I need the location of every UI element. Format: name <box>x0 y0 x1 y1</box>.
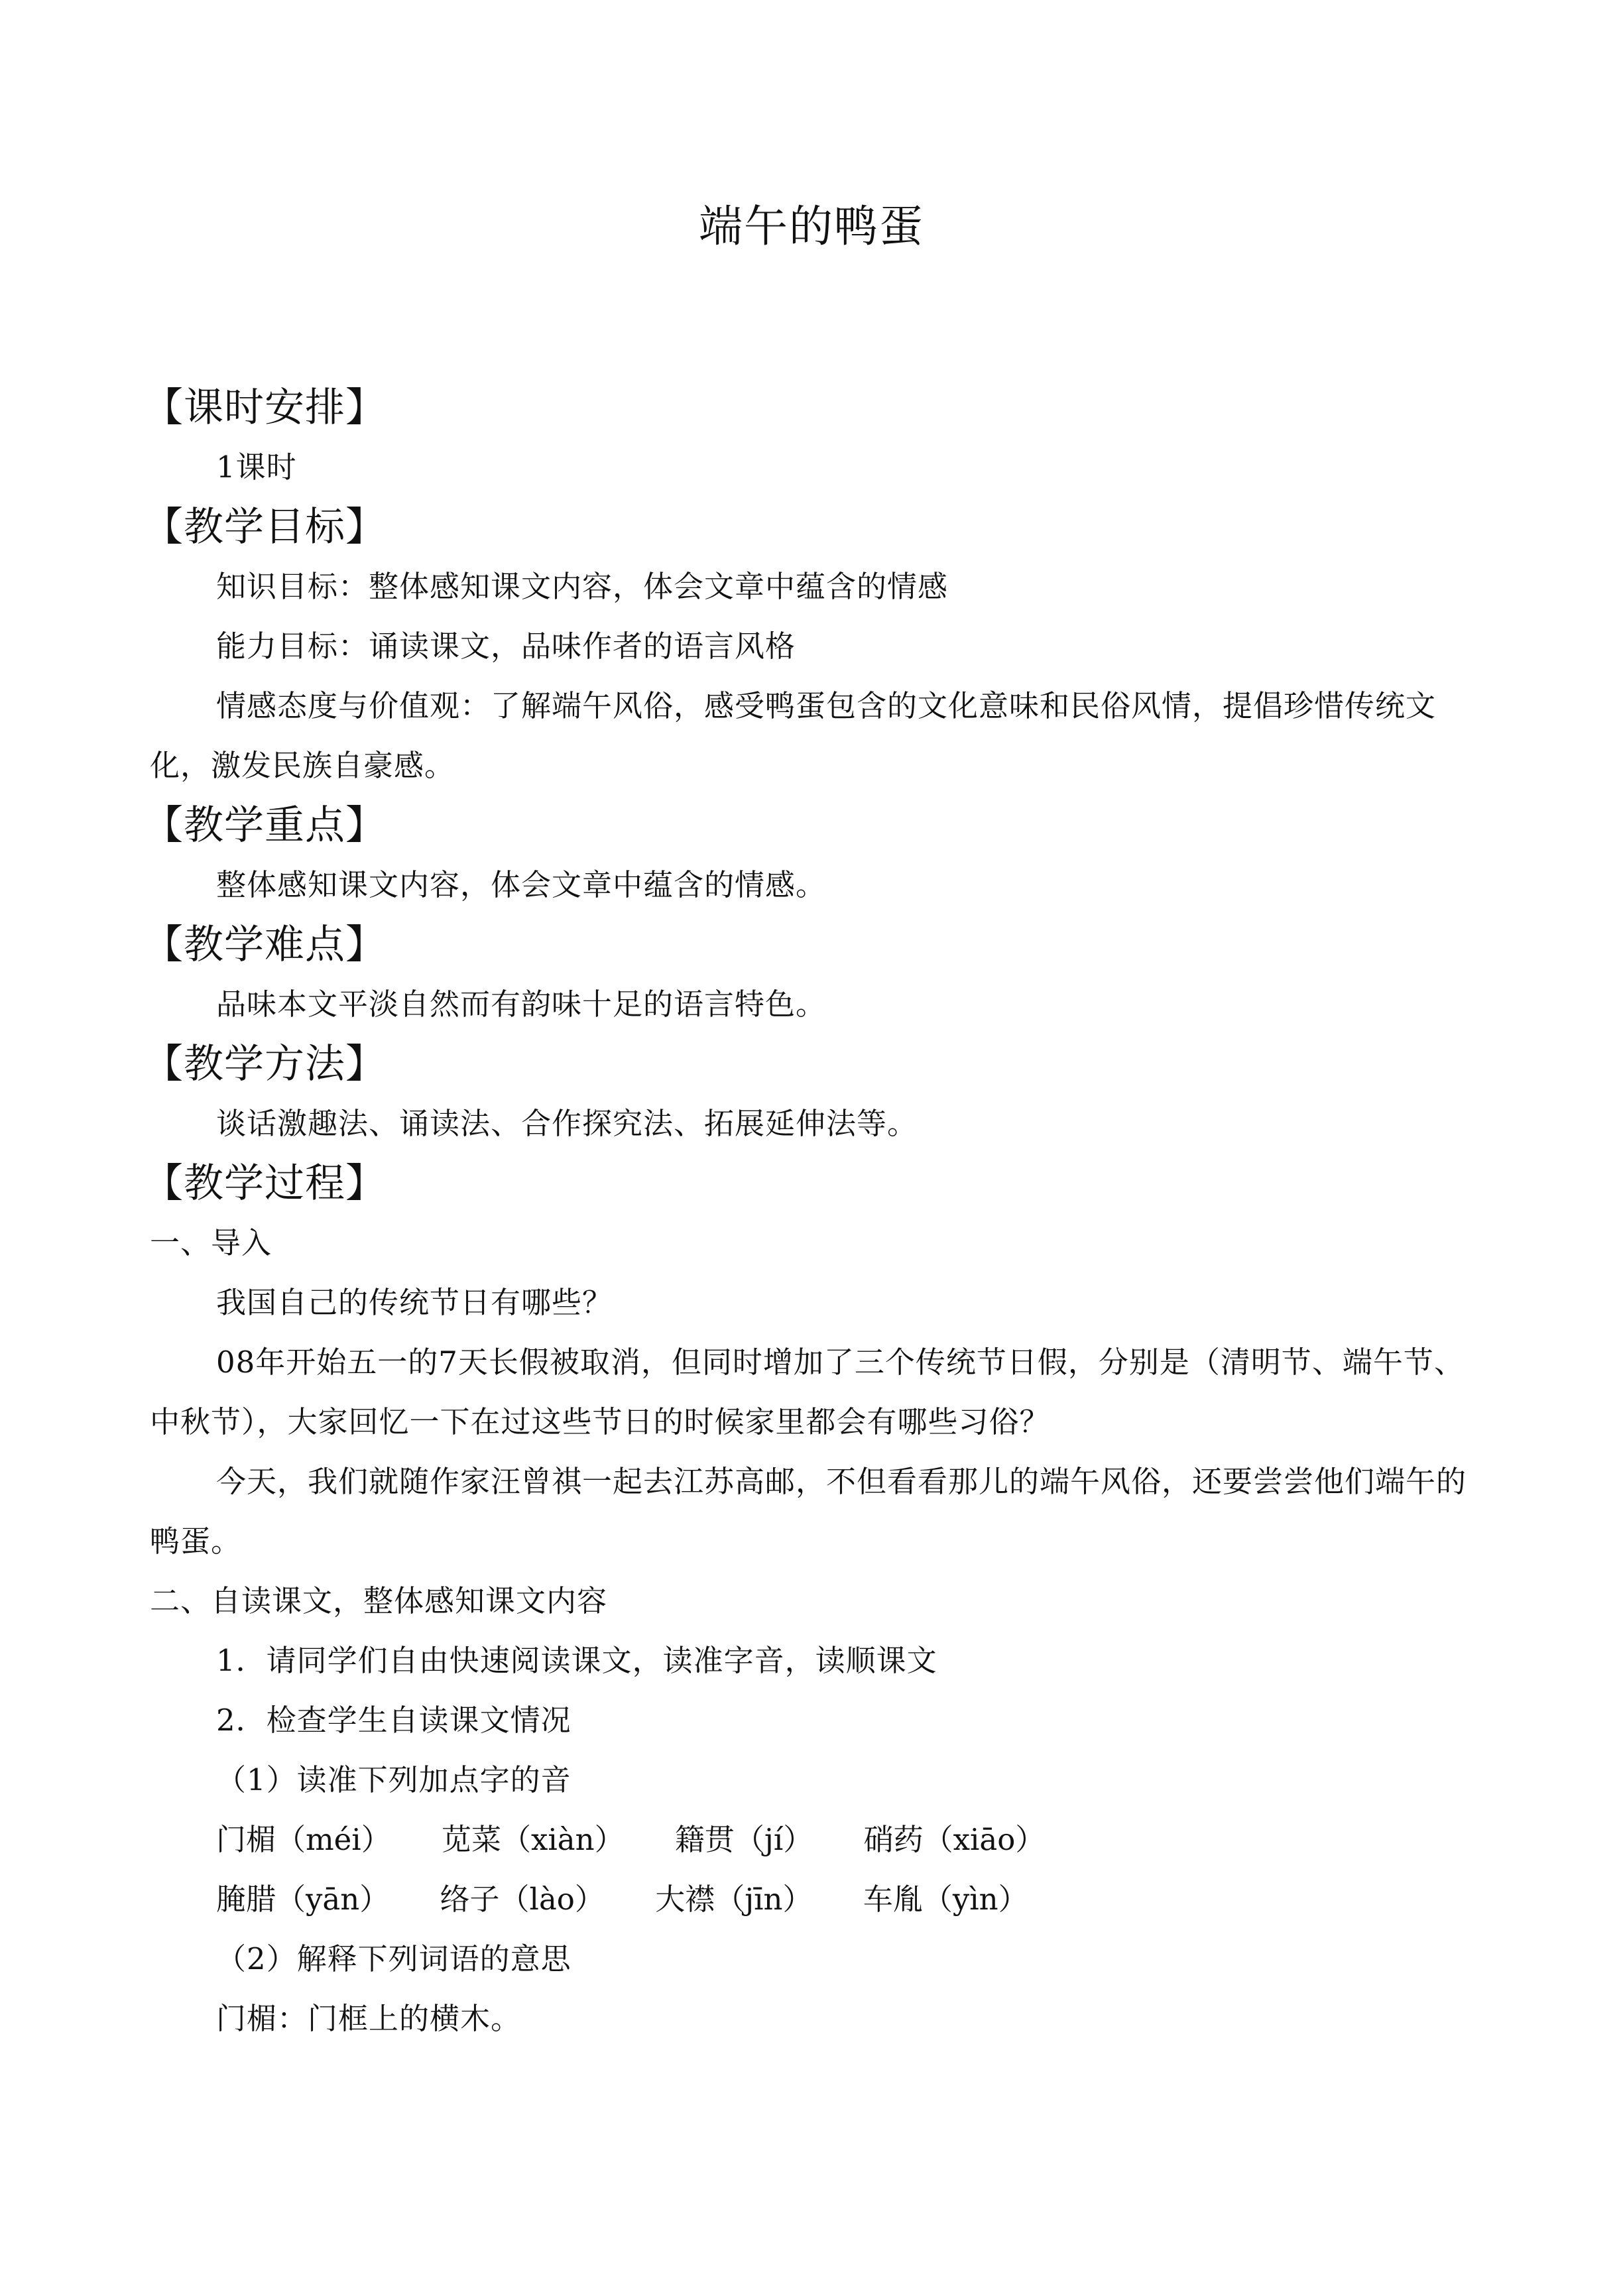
section-heading-schedule: 【课时安排】 <box>143 385 386 431</box>
intro-paragraph-1: 08年开始五一的7天长假被取消，但同时增加了三个传统节日假，分别是（清明节、端午节、中秋节），大家回忆一下在过这些节日的时候家里都会有哪些习俗？ <box>150 1345 1465 1439</box>
section-heading-difficulties: 【教学难点】 <box>143 922 386 968</box>
step-2: 2．检查学生自读课文情况 <box>216 1703 571 1738</box>
section-heading-methods: 【教学方法】 <box>143 1041 386 1087</box>
keypoints-text: 整体感知课文内容，体会文章中蕴含的情感。 <box>216 867 827 902</box>
section-heading-objectives: 【教学目标】 <box>143 504 386 550</box>
document-body <box>143 378 1482 2049</box>
pinyin-row-1 <box>150 1810 1482 1870</box>
section-heading-keypoints: 【教学重点】 <box>143 802 386 849</box>
intro-question: 我国自己的传统节日有哪些？ <box>216 1285 613 1320</box>
objective-knowledge: 知识目标：整体感知课文内容，体会文章中蕴含的情感 <box>216 569 949 604</box>
sub-step-1: （1）读准下列加点字的音 <box>216 1762 571 1797</box>
pinyin-item: 络子（lào） <box>440 1882 605 1917</box>
definition-1: 门楣：门框上的横木。 <box>216 2001 522 2036</box>
pinyin-item: 硝药（xiāo） <box>863 1822 1046 1857</box>
pinyin-item: 籍贯（jí） <box>674 1822 813 1857</box>
methods-text: 谈话激趣法、诵读法、合作探究法、拓展延伸法等。 <box>216 1106 918 1141</box>
pinyin-item: 大襟（jīn） <box>655 1882 813 1917</box>
intro-paragraph-2: 今天，我们就随作家汪曾祺一起去江苏高邮，不但看看那儿的端午风俗，还要尝尝他们端午的鸭蛋。 <box>150 1464 1467 1559</box>
objective-emotion: 情感态度与价值观：了解端午风俗，感受鸭蛋包含的文化意味和民俗风情，提倡珍惜传统文化，激发民族自豪感。 <box>150 688 1437 783</box>
difficulties-text: 品味本文平淡自然而有韵味十足的语言特色。 <box>216 987 827 1022</box>
pinyin-row-2 <box>150 1870 1482 1929</box>
document-title: 端午的鸭蛋 <box>699 201 924 252</box>
intro-heading: 一、导入 <box>150 1225 272 1260</box>
sub-step-2: （2）解释下列词语的意思 <box>216 1941 571 1976</box>
objective-ability: 能力目标：诵读课文，品味作者的语言风格 <box>216 629 796 664</box>
schedule-text: 1课时 <box>216 450 297 485</box>
step-1: 1．请同学们自由快速阅读课文，读准字音，读顺课文 <box>216 1643 937 1678</box>
pinyin-item: 腌腊（yān） <box>216 1882 390 1917</box>
pinyin-item: 苋菜（xiàn） <box>442 1822 625 1857</box>
section-heading-process: 【教学过程】 <box>143 1160 386 1207</box>
pinyin-item: 车胤（yìn） <box>863 1882 1028 1917</box>
read-heading: 二、自读课文，整体感知课文内容 <box>150 1583 608 1618</box>
pinyin-item: 门楣（méi） <box>216 1822 391 1857</box>
